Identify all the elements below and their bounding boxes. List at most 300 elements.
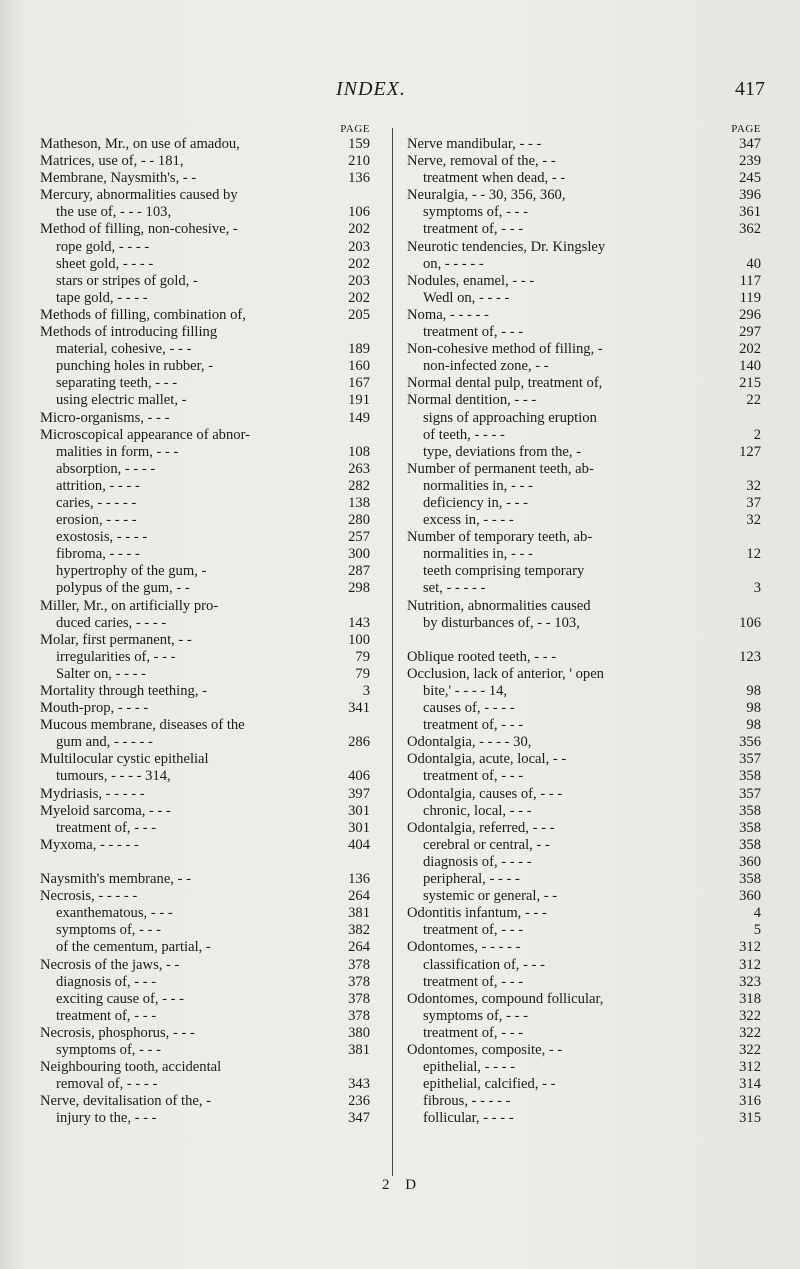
entry-page-number: 314: [739, 1076, 761, 1093]
entry-text: injury to the, - - -: [56, 1110, 157, 1127]
index-entry: [40, 529, 374, 546]
entry-page-number: 202: [348, 289, 370, 306]
entry-text: treatment of, - - -: [423, 768, 524, 785]
entry-text: signs of approaching eruption: [423, 409, 597, 426]
entry-page-number: 239: [739, 153, 761, 170]
page-title: INDEX.: [336, 78, 406, 100]
index-entry: [407, 700, 765, 717]
index-entry: [407, 974, 765, 991]
entry-page-number: 282: [348, 477, 370, 494]
entry-text: Odontalgia, causes of, - - -: [407, 785, 563, 802]
signature-mark: 2 D: [382, 1177, 423, 1193]
entry-page-number: 315: [739, 1110, 761, 1127]
entry-page-number: 140: [739, 358, 761, 375]
entry-text: diagnosis of, - - - -: [423, 853, 532, 870]
entry-page-number: 203: [348, 272, 370, 289]
index-entry: [407, 273, 765, 290]
index-column-right: [407, 122, 765, 1127]
entry-text: treatment of, - - -: [56, 819, 157, 836]
section-gap: [40, 854, 374, 871]
entry-text: classification of, - - -: [423, 956, 545, 973]
index-entry: [40, 974, 374, 991]
index-entry: [40, 803, 374, 820]
entry-text: tape gold, - - - -: [56, 289, 148, 306]
entry-text: symptoms of, - - -: [56, 1041, 161, 1058]
entry-page-number: 202: [348, 221, 370, 238]
entry-page-number: 312: [739, 939, 761, 956]
index-entry: [407, 580, 765, 597]
index-entry: [40, 461, 374, 478]
entry-page-number: 301: [348, 802, 370, 819]
entry-page-number: 380: [348, 1024, 370, 1041]
entry-text: Odontomes, compound follicular,: [407, 990, 604, 1007]
index-entry: [40, 649, 374, 666]
entry-text: symptoms of, - - -: [423, 204, 528, 221]
entry-page-number: 40: [746, 255, 761, 272]
index-entry: [407, 820, 765, 837]
entry-text: treatment of, - - -: [56, 1007, 157, 1024]
index-entry: [407, 1093, 765, 1110]
entry-page-number: 203: [348, 238, 370, 255]
index-entry: [407, 187, 765, 204]
index-entry: [40, 598, 374, 615]
index-entry: [407, 734, 765, 751]
entry-page-number: 98: [746, 683, 761, 699]
entry-page-number: 3: [362, 683, 370, 699]
index-entry: [40, 751, 374, 768]
entry-text: follicular, - - - -: [423, 1110, 514, 1127]
entry-text: causes of, - - - -: [423, 700, 515, 717]
entry-text: on, - - - - -: [423, 255, 484, 272]
index-entry: [407, 1076, 765, 1093]
index-entry: [40, 187, 374, 204]
index-entry: [407, 649, 765, 666]
entry-page-number: 318: [739, 990, 761, 1007]
index-entry: [407, 905, 765, 922]
entry-text: punching holes in rubber, -: [56, 358, 214, 375]
index-entry: [407, 1110, 765, 1127]
entry-text: Normal dental pulp, treatment of,: [407, 375, 603, 392]
entry-text: Multilocular cystic epithelial: [40, 751, 209, 768]
entry-page-number: 79: [355, 648, 370, 665]
index-entry: [407, 598, 765, 615]
index-entry: [40, 495, 374, 512]
index-entry: [407, 239, 765, 256]
index-entry: [40, 358, 374, 375]
entry-page-number: 381: [348, 905, 370, 922]
entry-text: set, - - - - -: [423, 580, 486, 597]
entry-page-number: 381: [348, 1041, 370, 1058]
entry-page-number: 360: [739, 853, 761, 870]
entry-page-number: 22: [746, 392, 761, 409]
entry-page-number: 312: [739, 1059, 761, 1076]
entry-page-number: 2: [753, 426, 761, 443]
index-entry: [40, 786, 374, 803]
entry-text: excess in, - - - -: [423, 512, 514, 529]
entry-text: Microscopical appearance of abnor-: [40, 426, 250, 443]
index-entry: [40, 820, 374, 837]
index-entry: [40, 307, 374, 324]
entry-text: epithelial, - - - -: [423, 1059, 515, 1076]
index-entry: [40, 563, 374, 580]
entry-text: Mercury, abnormalities caused by: [40, 187, 238, 204]
entry-text: Odontitis infantum, - - -: [407, 905, 547, 922]
entry-text: Myxoma, - - - - -: [40, 836, 139, 853]
entry-page-number: 358: [739, 819, 761, 836]
section-gap: [407, 632, 765, 649]
entry-text: chronic, local, - - -: [423, 802, 532, 819]
index-entry: [40, 153, 374, 170]
entry-page-number: 136: [348, 871, 370, 888]
entry-page-number: 245: [739, 170, 761, 187]
entry-text: Mydriasis, - - - - -: [40, 785, 145, 802]
index-entry: [40, 871, 374, 888]
entry-text: caries, - - - - -: [56, 494, 137, 511]
index-entry: [40, 444, 374, 461]
index-entry: [407, 170, 765, 187]
entry-page-number: 347: [739, 136, 761, 152]
index-entry: [40, 1042, 374, 1059]
index-entry: [407, 341, 765, 358]
entry-text: using electric mallet, -: [56, 392, 187, 409]
entry-text: exanthematous, - - -: [56, 905, 173, 922]
entry-text: normalities in, - - -: [423, 546, 533, 563]
entry-page-number: 167: [348, 375, 370, 392]
entry-page-number: 296: [739, 306, 761, 323]
index-entry: [407, 444, 765, 461]
page-column-label: PAGE: [731, 123, 761, 135]
page-number: 417: [735, 78, 765, 100]
entry-text: Neurotic tendencies, Dr. Kingsley: [407, 238, 606, 255]
entry-text: material, cohesive, - - -: [56, 341, 192, 358]
entry-text: Odontomes, - - - - -: [407, 939, 521, 956]
entry-text: symptoms of, - - -: [423, 1007, 528, 1024]
index-entry: [40, 410, 374, 427]
entry-page-number: 98: [746, 700, 761, 717]
entry-page-number: 358: [739, 871, 761, 888]
index-entry: [40, 221, 374, 238]
entry-text: Occlusion, lack of anterior, ' open: [407, 665, 604, 682]
entry-text: treatment when dead, - -: [423, 170, 566, 187]
entry-text: Wedl on, - - - -: [423, 289, 510, 306]
entry-text: treatment of, - - -: [423, 324, 524, 341]
entry-text: exciting cause of, - - -: [56, 990, 185, 1007]
entry-page-number: 322: [739, 1007, 761, 1024]
entry-page-number: 378: [348, 973, 370, 990]
entry-text: epithelial, calcified, - -: [423, 1076, 556, 1093]
entry-text: Necrosis of the jaws, - -: [40, 956, 180, 973]
entry-page-number: 263: [348, 460, 370, 477]
entry-text: Matrices, use of, - - 181,: [40, 153, 184, 170]
entry-text: Methods of introducing filling: [40, 324, 218, 341]
entry-page-number: 205: [348, 306, 370, 323]
entry-page-number: 264: [348, 888, 370, 905]
entry-page-number: 79: [355, 665, 370, 682]
entry-text: Method of filling, non-cohesive, -: [40, 221, 238, 238]
index-entry: [40, 341, 374, 358]
index-entry: [407, 358, 765, 375]
entry-text: peripheral, - - - -: [423, 871, 520, 888]
entry-text: Nodules, enamel, - - -: [407, 272, 535, 289]
index-entry: [407, 478, 765, 495]
entry-text: Necrosis, phosphorus, - - -: [40, 1024, 195, 1041]
entry-text: of teeth, - - - -: [423, 426, 505, 443]
index-entry: [40, 905, 374, 922]
entry-page-number: 323: [739, 973, 761, 990]
index-entry: [40, 204, 374, 221]
entry-text: irregularities of, - - -: [56, 648, 176, 665]
index-entry: [40, 1025, 374, 1042]
column-divider: [392, 128, 393, 1176]
index-entry: [407, 717, 765, 734]
entry-page-number: 264: [348, 939, 370, 956]
entry-text: normalities in, - - -: [423, 477, 533, 494]
entry-text: fibrous, - - - - -: [423, 1093, 511, 1110]
index-entry: [40, 957, 374, 974]
entry-text: duced caries, - - - -: [56, 614, 167, 631]
entry-text: Mortality through teething, -: [40, 683, 207, 699]
entry-page-number: 143: [348, 614, 370, 631]
index-entry: [40, 922, 374, 939]
index-entry: [40, 580, 374, 597]
entry-page-number: 98: [746, 717, 761, 734]
index-entry: [407, 786, 765, 803]
entry-page-number: 357: [739, 751, 761, 768]
index-entry: [40, 512, 374, 529]
entry-page-number: 138: [348, 494, 370, 511]
entry-page-number: 280: [348, 512, 370, 529]
entry-text: separating teeth, - - -: [56, 375, 178, 392]
index-entry: [407, 290, 765, 307]
entry-page-number: 236: [348, 1093, 370, 1110]
index-entry: [40, 615, 374, 632]
entry-page-number: 382: [348, 922, 370, 939]
entry-page-number: 215: [739, 375, 761, 392]
entry-text: Miller, Mr., on artificially pro-: [40, 597, 219, 614]
entry-text: Non-cohesive method of filling, -: [407, 341, 603, 358]
entry-page-number: 378: [348, 1007, 370, 1024]
entry-text: sheet gold, - - - -: [56, 255, 154, 272]
entry-page-number: 397: [348, 785, 370, 802]
entry-text: removal of, - - - -: [56, 1076, 158, 1093]
index-entry: [407, 666, 765, 683]
index-entry: [407, 546, 765, 563]
index-entry: [407, 1025, 765, 1042]
index-entry: [40, 888, 374, 905]
index-entry: [407, 888, 765, 905]
index-entry: [40, 1076, 374, 1093]
entry-page-number: 301: [348, 819, 370, 836]
entry-page-number: 191: [348, 392, 370, 409]
entry-page-number: 322: [739, 1041, 761, 1058]
index-column-left: [40, 122, 374, 1127]
index-entry: [407, 256, 765, 273]
index-entry: [407, 1008, 765, 1025]
entry-text: Nerve mandibular, - - -: [407, 136, 542, 152]
entry-text: Number of permanent teeth, ab-: [407, 460, 594, 477]
entry-page-number: 358: [739, 768, 761, 785]
entry-text: treatment of, - - -: [423, 1024, 524, 1041]
entry-page-number: 119: [739, 289, 761, 306]
index-entry: [407, 512, 765, 529]
index-entry: [40, 427, 374, 444]
entry-text: Odontalgia, acute, local, - -: [407, 751, 567, 768]
entry-text: rope gold, - - - -: [56, 238, 150, 255]
entry-text: Nerve, removal of the, - -: [407, 153, 556, 170]
entry-text: cerebral or central, - -: [423, 836, 550, 853]
entry-page-number: 378: [348, 990, 370, 1007]
entry-page-number: 341: [348, 700, 370, 717]
entry-text: non-infected zone, - -: [423, 358, 549, 375]
entry-text: exostosis, - - - -: [56, 529, 148, 546]
entry-text: treatment of, - - -: [423, 221, 524, 238]
entry-text: Necrosis, - - - - -: [40, 888, 138, 905]
page-column-label: PAGE: [340, 123, 370, 135]
entry-text: Membrane, Naysmith's, - -: [40, 170, 197, 187]
entry-page-number: 12: [746, 546, 761, 563]
index-entry: [40, 632, 374, 649]
entry-text: Nerve, devitalisation of the, -: [40, 1093, 212, 1110]
entry-text: Odontalgia, - - - - 30,: [407, 734, 532, 751]
entry-text: Nutrition, abnormalities caused: [407, 597, 591, 614]
entry-page-number: 361: [739, 204, 761, 221]
entry-page-number: 358: [739, 802, 761, 819]
index-entry: [40, 136, 374, 153]
entry-text: erosion, - - - -: [56, 512, 137, 529]
entry-page-number: 297: [739, 324, 761, 341]
entry-page-number: 210: [348, 153, 370, 170]
entry-text: attrition, - - - -: [56, 477, 140, 494]
index-entry: [407, 410, 765, 427]
entry-text: Neighbouring tooth, accidental: [40, 1059, 222, 1076]
index-entry: [40, 991, 374, 1008]
entry-page-number: 123: [739, 648, 761, 665]
index-entry: [407, 1059, 765, 1076]
index-entry: [40, 256, 374, 273]
entry-page-number: 396: [739, 187, 761, 204]
entry-text: treatment of, - - -: [423, 973, 524, 990]
entry-page-number: 298: [348, 580, 370, 597]
entry-page-number: 4: [753, 905, 761, 922]
index-entry: [40, 700, 374, 717]
entry-text: Micro-organisms, - - -: [40, 409, 170, 426]
index-entry: [407, 768, 765, 785]
entry-page-number: 360: [739, 888, 761, 905]
entry-text: bite,' - - - - 14,: [423, 683, 508, 699]
index-entry: [40, 1059, 374, 1076]
index-entry: [407, 615, 765, 632]
index-entry: [40, 666, 374, 683]
entry-text: Molar, first permanent, - -: [40, 631, 192, 648]
entry-page-number: 32: [746, 477, 761, 494]
entry-text: Oblique rooted teeth, - - -: [407, 648, 557, 665]
entry-text: malities in form, - - -: [56, 443, 179, 460]
entry-text: type, deviations from the, -: [423, 443, 582, 460]
entry-text: Salter on, - - - -: [56, 665, 146, 682]
index-entry: [40, 939, 374, 956]
index-entry: [40, 478, 374, 495]
entry-text: treatment of, - - -: [423, 717, 524, 734]
index-entry: [407, 837, 765, 854]
entry-text: Myeloid sarcoma, - - -: [40, 802, 171, 819]
entry-text: treatment of, - - -: [423, 922, 524, 939]
entry-page-number: 406: [348, 768, 370, 785]
entry-page-number: 3: [753, 580, 761, 597]
index-entry: [407, 204, 765, 221]
entry-text: Odontalgia, referred, - - -: [407, 819, 555, 836]
index-entry: [40, 239, 374, 256]
index-entry: [40, 170, 374, 187]
index-entry: [40, 717, 374, 734]
entry-text: Matheson, Mr., on use of amadou,: [40, 136, 240, 152]
index-entry: [407, 153, 765, 170]
index-entry: [407, 324, 765, 341]
entry-page-number: 37: [746, 494, 761, 511]
entry-page-number: 32: [746, 512, 761, 529]
entry-text: diagnosis of, - - -: [56, 973, 157, 990]
entry-page-number: 189: [348, 341, 370, 358]
entry-text: Mucous membrane, diseases of the: [40, 717, 245, 734]
index-entry: [407, 922, 765, 939]
index-entry: [40, 734, 374, 751]
entry-page-number: 202: [739, 341, 761, 358]
entry-page-number: 127: [739, 443, 761, 460]
entry-page-number: 362: [739, 221, 761, 238]
entry-text: Number of temporary teeth, ab-: [407, 529, 593, 546]
index-entry: [407, 307, 765, 324]
entry-page-number: 322: [739, 1024, 761, 1041]
entry-text: fibroma, - - - -: [56, 546, 140, 563]
entry-page-number: 108: [348, 443, 370, 460]
entry-page-number: 378: [348, 956, 370, 973]
entry-page-number: 160: [348, 358, 370, 375]
index-entry: [407, 375, 765, 392]
entry-text: gum and, - - - - -: [56, 734, 153, 751]
index-entry: [407, 529, 765, 546]
entry-page-number: 257: [348, 529, 370, 546]
entry-text: stars or stripes of gold, -: [56, 272, 198, 289]
entry-text: tumours, - - - - 314,: [56, 768, 171, 785]
index-entry: [40, 1093, 374, 1110]
entry-page-number: 106: [739, 614, 761, 631]
entry-page-number: 316: [739, 1093, 761, 1110]
index-entry: [40, 837, 374, 854]
index-entry: [40, 546, 374, 563]
entry-page-number: 136: [348, 170, 370, 187]
index-entry: [407, 495, 765, 512]
index-entry: [407, 1042, 765, 1059]
entry-page-number: 300: [348, 546, 370, 563]
index-entry: [40, 1008, 374, 1025]
index-entry: [407, 136, 765, 153]
entry-page-number: 149: [348, 409, 370, 426]
index-entry: [407, 854, 765, 871]
index-entry: [40, 392, 374, 409]
index-entry: [40, 683, 374, 700]
entry-page-number: 347: [348, 1110, 370, 1127]
index-entry: [40, 375, 374, 392]
entry-text: Mouth-prop, - - - -: [40, 700, 149, 717]
running-header: [0, 76, 800, 106]
entry-text: the use of, - - - 103,: [56, 204, 172, 221]
entry-text: Noma, - - - - -: [407, 306, 489, 323]
index-entry: [407, 803, 765, 820]
index-entry: [407, 991, 765, 1008]
entry-page-number: 356: [739, 734, 761, 751]
index-entry: [40, 324, 374, 341]
entry-page-number: 5: [753, 922, 761, 939]
entry-text: Naysmith's membrane, - -: [40, 871, 191, 888]
